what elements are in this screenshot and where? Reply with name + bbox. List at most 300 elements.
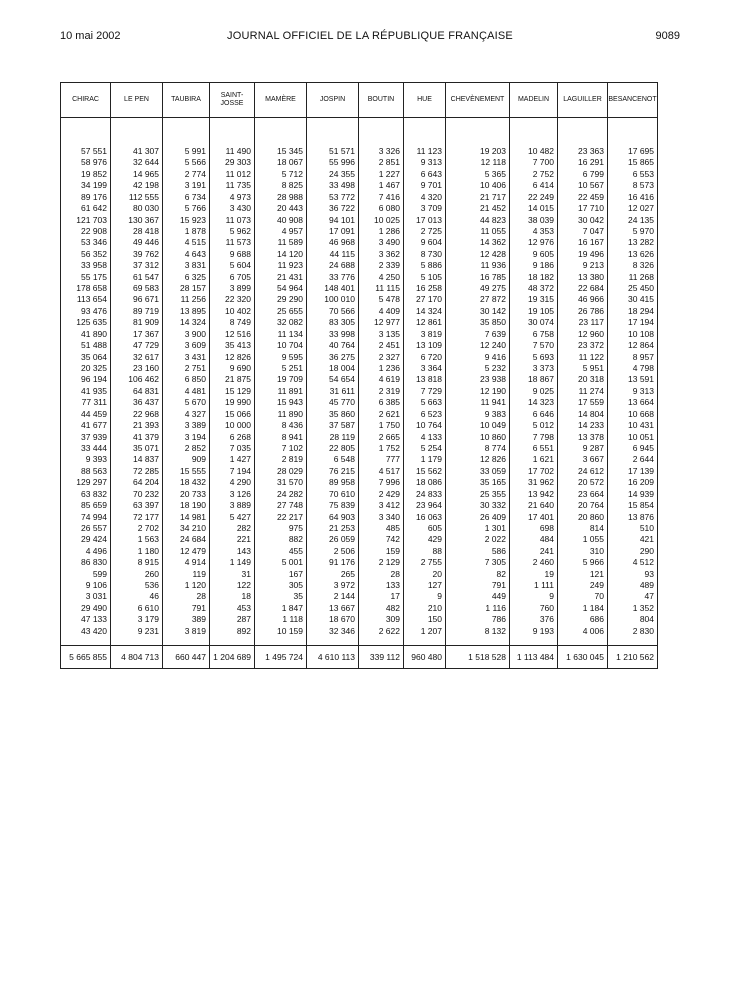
spacer-cell bbox=[111, 637, 163, 646]
table-cell: 22 249 bbox=[510, 192, 558, 203]
table-cell: 37 312 bbox=[111, 260, 163, 271]
table-cell: 41 379 bbox=[111, 432, 163, 443]
table-cell: 389 bbox=[163, 614, 210, 625]
table-row bbox=[61, 614, 658, 625]
column-header: CHEVÈNEMENT bbox=[446, 83, 510, 118]
table-cell: 16 291 bbox=[558, 157, 608, 168]
table-cell: 12 861 bbox=[404, 317, 446, 328]
table-cell: 15 923 bbox=[163, 215, 210, 226]
table-cell: 8 941 bbox=[255, 432, 307, 443]
spacer-cell bbox=[558, 637, 608, 646]
table-cell: 8 326 bbox=[608, 260, 658, 271]
table-cell: 421 bbox=[608, 534, 658, 545]
table-cell: 167 bbox=[255, 569, 307, 580]
table-cell: 29 303 bbox=[210, 157, 255, 168]
column-header: CHIRAC bbox=[61, 83, 111, 118]
table-cell: 5 365 bbox=[446, 169, 510, 180]
table-cell: 33 776 bbox=[307, 272, 359, 283]
table-cell: 2 774 bbox=[163, 169, 210, 180]
table-cell: 11 890 bbox=[255, 409, 307, 420]
total-cell: 1 204 689 bbox=[210, 646, 255, 669]
table-cell: 5 970 bbox=[608, 226, 658, 237]
table-cell: 5 962 bbox=[210, 226, 255, 237]
table-cell: 3 031 bbox=[61, 591, 111, 602]
table-cell: 21 640 bbox=[510, 500, 558, 511]
page-header bbox=[60, 30, 680, 46]
table-cell: 36 275 bbox=[307, 352, 359, 363]
table-cell: 29 424 bbox=[61, 534, 111, 545]
table-cell: 94 101 bbox=[307, 215, 359, 226]
table-cell: 1 055 bbox=[558, 534, 608, 545]
table-cell: 19 bbox=[510, 569, 558, 580]
table-cell: 3 194 bbox=[163, 432, 210, 443]
table-cell: 2 665 bbox=[359, 432, 404, 443]
table-cell: 10 764 bbox=[404, 420, 446, 431]
table-cell: 15 943 bbox=[255, 397, 307, 408]
column-header: LAGUILLER bbox=[558, 83, 608, 118]
table-cell: 11 115 bbox=[359, 283, 404, 294]
table-cell: 27 170 bbox=[404, 294, 446, 305]
table-cell: 453 bbox=[210, 603, 255, 614]
table-cell: 9 313 bbox=[404, 157, 446, 168]
table-cell: 4 353 bbox=[510, 226, 558, 237]
table-cell: 8 774 bbox=[446, 443, 510, 454]
table-cell: 14 362 bbox=[446, 237, 510, 248]
table-cell: 53 772 bbox=[307, 192, 359, 203]
table-cell: 742 bbox=[359, 534, 404, 545]
table-cell: 7 035 bbox=[210, 443, 255, 454]
spacer-cell bbox=[558, 118, 608, 147]
table-cell: 6 646 bbox=[510, 409, 558, 420]
table-cell: 82 bbox=[446, 569, 510, 580]
table-cell: 19 709 bbox=[255, 374, 307, 385]
table-cell: 23 160 bbox=[111, 363, 163, 374]
table-cell: 5 001 bbox=[255, 557, 307, 568]
table-cell: 40 764 bbox=[307, 340, 359, 351]
table-cell: 106 462 bbox=[111, 374, 163, 385]
table-cell: 20 764 bbox=[558, 500, 608, 511]
table-cell: 133 bbox=[359, 580, 404, 591]
table-cell: 2 830 bbox=[608, 626, 658, 637]
table-cell: 91 176 bbox=[307, 557, 359, 568]
table-cell: 9 bbox=[510, 591, 558, 602]
spacer-cell bbox=[359, 118, 404, 147]
table-cell: 77 311 bbox=[61, 397, 111, 408]
table-cell: 221 bbox=[210, 534, 255, 545]
table-cell: 1 467 bbox=[359, 180, 404, 191]
table-row bbox=[61, 409, 658, 420]
table-cell: 265 bbox=[307, 569, 359, 580]
table-cell: 5 254 bbox=[404, 443, 446, 454]
table-cell: 16 209 bbox=[608, 477, 658, 488]
table-cell: 10 049 bbox=[446, 420, 510, 431]
table-cell: 310 bbox=[558, 546, 608, 557]
table-cell: 4 481 bbox=[163, 386, 210, 397]
table-cell: 4 250 bbox=[359, 272, 404, 283]
table-cell: 1 236 bbox=[359, 363, 404, 374]
total-cell: 1 210 562 bbox=[608, 646, 658, 669]
table-cell: 112 555 bbox=[111, 192, 163, 203]
table-cell: 10 025 bbox=[359, 215, 404, 226]
table-cell: 7 996 bbox=[359, 477, 404, 488]
table-cell: 33 958 bbox=[61, 260, 111, 271]
table-cell: 5 951 bbox=[558, 363, 608, 374]
table-cell: 25 655 bbox=[255, 306, 307, 317]
table-cell: 791 bbox=[163, 603, 210, 614]
table-cell: 882 bbox=[255, 534, 307, 545]
table-cell: 3 709 bbox=[404, 203, 446, 214]
table-cell: 3 490 bbox=[359, 237, 404, 248]
table-cell: 5 693 bbox=[510, 352, 558, 363]
results-table-container bbox=[60, 82, 657, 669]
table-cell: 63 397 bbox=[111, 500, 163, 511]
table-cell: 15 865 bbox=[608, 157, 658, 168]
table-cell: 6 643 bbox=[404, 169, 446, 180]
table-row bbox=[61, 294, 658, 305]
table-cell: 260 bbox=[111, 569, 163, 580]
table-cell: 3 609 bbox=[163, 340, 210, 351]
spacer-cell bbox=[210, 118, 255, 147]
table-cell: 11 274 bbox=[558, 386, 608, 397]
table-cell: 1 207 bbox=[404, 626, 446, 637]
table-cell: 5 766 bbox=[163, 203, 210, 214]
table-cell: 32 082 bbox=[255, 317, 307, 328]
table-cell: 18 067 bbox=[255, 157, 307, 168]
spacer-cell bbox=[510, 637, 558, 646]
table-cell: 12 960 bbox=[558, 329, 608, 340]
table-cell: 122 bbox=[210, 580, 255, 591]
table-cell: 1 116 bbox=[446, 603, 510, 614]
table-cell: 88 563 bbox=[61, 466, 111, 477]
table-cell: 143 bbox=[210, 546, 255, 557]
table-cell: 1 149 bbox=[210, 557, 255, 568]
spacer-row bbox=[61, 637, 658, 646]
table-cell: 7 729 bbox=[404, 386, 446, 397]
table-cell: 11 735 bbox=[210, 180, 255, 191]
column-header: SAINT- JOSSE bbox=[210, 83, 255, 118]
table-cell: 22 217 bbox=[255, 512, 307, 523]
table-cell: 6 799 bbox=[558, 169, 608, 180]
total-cell: 660 447 bbox=[163, 646, 210, 669]
table-cell: 1 301 bbox=[446, 523, 510, 534]
table-cell: 11 123 bbox=[404, 146, 446, 157]
table-cell: 28 988 bbox=[255, 192, 307, 203]
table-cell: 24 612 bbox=[558, 466, 608, 477]
table-cell: 9 313 bbox=[608, 386, 658, 397]
table-cell: 15 345 bbox=[255, 146, 307, 157]
table-cell: 72 177 bbox=[111, 512, 163, 523]
table-cell: 51 571 bbox=[307, 146, 359, 157]
spacer-cell bbox=[608, 637, 658, 646]
table-cell: 6 548 bbox=[307, 454, 359, 465]
table-cell: 58 976 bbox=[61, 157, 111, 168]
table-cell: 89 958 bbox=[307, 477, 359, 488]
table-cell: 241 bbox=[510, 546, 558, 557]
table-cell: 40 908 bbox=[255, 215, 307, 226]
table-cell: 30 074 bbox=[510, 317, 558, 328]
table-row bbox=[61, 477, 658, 488]
table-cell: 12 190 bbox=[446, 386, 510, 397]
table-cell: 777 bbox=[359, 454, 404, 465]
table-row bbox=[61, 329, 658, 340]
table-cell: 8 749 bbox=[210, 317, 255, 328]
table-cell: 81 909 bbox=[111, 317, 163, 328]
table-cell: 24 135 bbox=[608, 215, 658, 226]
table-cell: 14 120 bbox=[255, 249, 307, 260]
table-cell: 18 432 bbox=[163, 477, 210, 488]
table-cell: 10 482 bbox=[510, 146, 558, 157]
table-cell: 2 819 bbox=[255, 454, 307, 465]
table-cell: 46 bbox=[111, 591, 163, 602]
table-cell: 2 429 bbox=[359, 489, 404, 500]
table-cell: 11 268 bbox=[608, 272, 658, 283]
table-cell: 3 430 bbox=[210, 203, 255, 214]
table-cell: 31 962 bbox=[510, 477, 558, 488]
table-cell: 5 663 bbox=[404, 397, 446, 408]
table-cell: 24 833 bbox=[404, 489, 446, 500]
spacer-cell bbox=[404, 118, 446, 147]
table-cell: 5 105 bbox=[404, 272, 446, 283]
table-cell: 28 bbox=[163, 591, 210, 602]
table-cell: 2 460 bbox=[510, 557, 558, 568]
table-row bbox=[61, 443, 658, 454]
spacer-cell bbox=[61, 118, 111, 147]
table-cell: 14 015 bbox=[510, 203, 558, 214]
table-cell: 36 722 bbox=[307, 203, 359, 214]
table-cell: 11 134 bbox=[255, 329, 307, 340]
table-cell: 47 bbox=[608, 591, 658, 602]
table-row bbox=[61, 180, 658, 191]
table-cell: 150 bbox=[404, 614, 446, 625]
table-cell: 13 591 bbox=[608, 374, 658, 385]
table-cell: 909 bbox=[163, 454, 210, 465]
table-cell: 20 733 bbox=[163, 489, 210, 500]
column-header: JOSPIN bbox=[307, 83, 359, 118]
table-cell: 34 199 bbox=[61, 180, 111, 191]
table-cell: 74 994 bbox=[61, 512, 111, 523]
table-cell: 34 210 bbox=[163, 523, 210, 534]
table-cell: 10 406 bbox=[446, 180, 510, 191]
table-cell: 786 bbox=[446, 614, 510, 625]
table-cell: 2 327 bbox=[359, 352, 404, 363]
table-row bbox=[61, 557, 658, 568]
table-cell: 12 428 bbox=[446, 249, 510, 260]
table-cell: 287 bbox=[210, 614, 255, 625]
table-cell: 3 900 bbox=[163, 329, 210, 340]
table-cell: 605 bbox=[404, 523, 446, 534]
table-cell: 3 179 bbox=[111, 614, 163, 625]
table-cell: 23 938 bbox=[446, 374, 510, 385]
table-cell: 10 000 bbox=[210, 420, 255, 431]
table-cell: 32 617 bbox=[111, 352, 163, 363]
table-cell: 7 416 bbox=[359, 192, 404, 203]
table-cell: 64 831 bbox=[111, 386, 163, 397]
table-row bbox=[61, 420, 658, 431]
column-header: MADELIN bbox=[510, 83, 558, 118]
table-cell: 15 066 bbox=[210, 409, 255, 420]
table-cell: 3 126 bbox=[210, 489, 255, 500]
total-cell: 5 665 855 bbox=[61, 646, 111, 669]
table-cell: 42 198 bbox=[111, 180, 163, 191]
table-cell: 4 006 bbox=[558, 626, 608, 637]
table-row bbox=[61, 249, 658, 260]
table-row bbox=[61, 591, 658, 602]
table-cell: 20 325 bbox=[61, 363, 111, 374]
table-row bbox=[61, 626, 658, 637]
table-cell: 3 412 bbox=[359, 500, 404, 511]
table-cell: 70 bbox=[558, 591, 608, 602]
table-row bbox=[61, 169, 658, 180]
table-cell: 31 570 bbox=[255, 477, 307, 488]
table-cell: 22 805 bbox=[307, 443, 359, 454]
table-cell: 11 891 bbox=[255, 386, 307, 397]
spacer-cell bbox=[359, 637, 404, 646]
table-cell: 24 684 bbox=[163, 534, 210, 545]
table-cell: 305 bbox=[255, 580, 307, 591]
table-cell: 96 194 bbox=[61, 374, 111, 385]
table-cell: 54 964 bbox=[255, 283, 307, 294]
table-row bbox=[61, 386, 658, 397]
table-cell: 9 231 bbox=[111, 626, 163, 637]
column-header: LE PEN bbox=[111, 83, 163, 118]
table-cell: 14 939 bbox=[608, 489, 658, 500]
table-cell: 9 193 bbox=[510, 626, 558, 637]
table-cell: 11 490 bbox=[210, 146, 255, 157]
table-cell: 10 704 bbox=[255, 340, 307, 351]
table-cell: 19 852 bbox=[61, 169, 111, 180]
table-cell: 6 705 bbox=[210, 272, 255, 283]
table-cell: 30 415 bbox=[608, 294, 658, 305]
table-row bbox=[61, 534, 658, 545]
spacer-cell bbox=[446, 118, 510, 147]
spacer-cell bbox=[608, 118, 658, 147]
table-row bbox=[61, 569, 658, 580]
table-cell: 11 073 bbox=[210, 215, 255, 226]
table-cell: 9 025 bbox=[510, 386, 558, 397]
table-cell: 4 327 bbox=[163, 409, 210, 420]
table-cell: 21 452 bbox=[446, 203, 510, 214]
table-cell: 25 355 bbox=[446, 489, 510, 500]
table-cell: 2 319 bbox=[359, 386, 404, 397]
table-cell: 48 372 bbox=[510, 283, 558, 294]
table-row bbox=[61, 523, 658, 534]
table-row bbox=[61, 283, 658, 294]
table-cell: 7 700 bbox=[510, 157, 558, 168]
table-cell: 5 991 bbox=[163, 146, 210, 157]
table-row bbox=[61, 192, 658, 203]
table-cell: 10 108 bbox=[608, 329, 658, 340]
table-cell: 32 346 bbox=[307, 626, 359, 637]
table-cell: 6 720 bbox=[404, 352, 446, 363]
table-cell: 22 684 bbox=[558, 283, 608, 294]
table-cell: 29 290 bbox=[255, 294, 307, 305]
table-cell: 24 355 bbox=[307, 169, 359, 180]
spacer-cell bbox=[210, 637, 255, 646]
table-cell: 18 182 bbox=[510, 272, 558, 283]
table-cell: 28 157 bbox=[163, 283, 210, 294]
table-cell: 89 719 bbox=[111, 306, 163, 317]
table-cell: 2 725 bbox=[404, 226, 446, 237]
table-cell: 210 bbox=[404, 603, 446, 614]
table-cell: 26 059 bbox=[307, 534, 359, 545]
table-cell: 13 109 bbox=[404, 340, 446, 351]
table-cell: 88 bbox=[404, 546, 446, 557]
table-cell: 2 751 bbox=[163, 363, 210, 374]
table-row bbox=[61, 272, 658, 283]
table-cell: 23 964 bbox=[404, 500, 446, 511]
column-header: BESANCENOT bbox=[608, 83, 658, 118]
table-cell: 21 431 bbox=[255, 272, 307, 283]
table-cell: 3 364 bbox=[404, 363, 446, 374]
spacer-cell bbox=[163, 637, 210, 646]
table-cell: 8 957 bbox=[608, 352, 658, 363]
table-cell: 13 378 bbox=[558, 432, 608, 443]
table-cell: 129 297 bbox=[61, 477, 111, 488]
table-row bbox=[61, 203, 658, 214]
spacer-cell bbox=[255, 118, 307, 147]
table-cell: 23 664 bbox=[558, 489, 608, 500]
total-cell: 1 630 045 bbox=[558, 646, 608, 669]
table-cell: 12 977 bbox=[359, 317, 404, 328]
table-cell: 11 122 bbox=[558, 352, 608, 363]
table-cell: 1 286 bbox=[359, 226, 404, 237]
table-cell: 9 186 bbox=[510, 260, 558, 271]
table-cell: 5 251 bbox=[255, 363, 307, 374]
table-cell: 9 bbox=[404, 591, 446, 602]
table-cell: 9 688 bbox=[210, 249, 255, 260]
total-cell: 4 610 113 bbox=[307, 646, 359, 669]
total-cell: 4 804 713 bbox=[111, 646, 163, 669]
table-cell: 70 232 bbox=[111, 489, 163, 500]
table-cell: 449 bbox=[446, 591, 510, 602]
table-cell: 26 786 bbox=[558, 306, 608, 317]
table-cell: 18 004 bbox=[307, 363, 359, 374]
table-cell: 11 936 bbox=[446, 260, 510, 271]
table-cell: 72 285 bbox=[111, 466, 163, 477]
table-row bbox=[61, 432, 658, 443]
table-cell: 1 184 bbox=[558, 603, 608, 614]
spacer-row bbox=[61, 118, 658, 147]
table-cell: 38 039 bbox=[510, 215, 558, 226]
spacer-cell bbox=[307, 118, 359, 147]
table-cell: 1 118 bbox=[255, 614, 307, 625]
table-cell: 18 190 bbox=[163, 500, 210, 511]
table-cell: 89 176 bbox=[61, 192, 111, 203]
spacer-cell bbox=[510, 118, 558, 147]
table-cell: 23 363 bbox=[558, 146, 608, 157]
table-cell: 20 443 bbox=[255, 203, 307, 214]
table-cell: 8 573 bbox=[608, 180, 658, 191]
table-cell: 1 752 bbox=[359, 443, 404, 454]
table-cell: 2 702 bbox=[111, 523, 163, 534]
table-cell: 7 798 bbox=[510, 432, 558, 443]
table-cell: 53 346 bbox=[61, 237, 111, 248]
table-cell: 2 851 bbox=[359, 157, 404, 168]
table-cell: 20 572 bbox=[558, 477, 608, 488]
table-cell: 178 658 bbox=[61, 283, 111, 294]
table-cell: 3 819 bbox=[163, 626, 210, 637]
table-cell: 1 179 bbox=[404, 454, 446, 465]
table-cell: 20 318 bbox=[558, 374, 608, 385]
table-cell: 17 702 bbox=[510, 466, 558, 477]
table-cell: 4 957 bbox=[255, 226, 307, 237]
table-cell: 4 496 bbox=[61, 546, 111, 557]
table-cell: 5 232 bbox=[446, 363, 510, 374]
table-cell: 2 752 bbox=[510, 169, 558, 180]
table-cell: 17 401 bbox=[510, 512, 558, 523]
table-row bbox=[61, 397, 658, 408]
spacer-cell bbox=[307, 637, 359, 646]
